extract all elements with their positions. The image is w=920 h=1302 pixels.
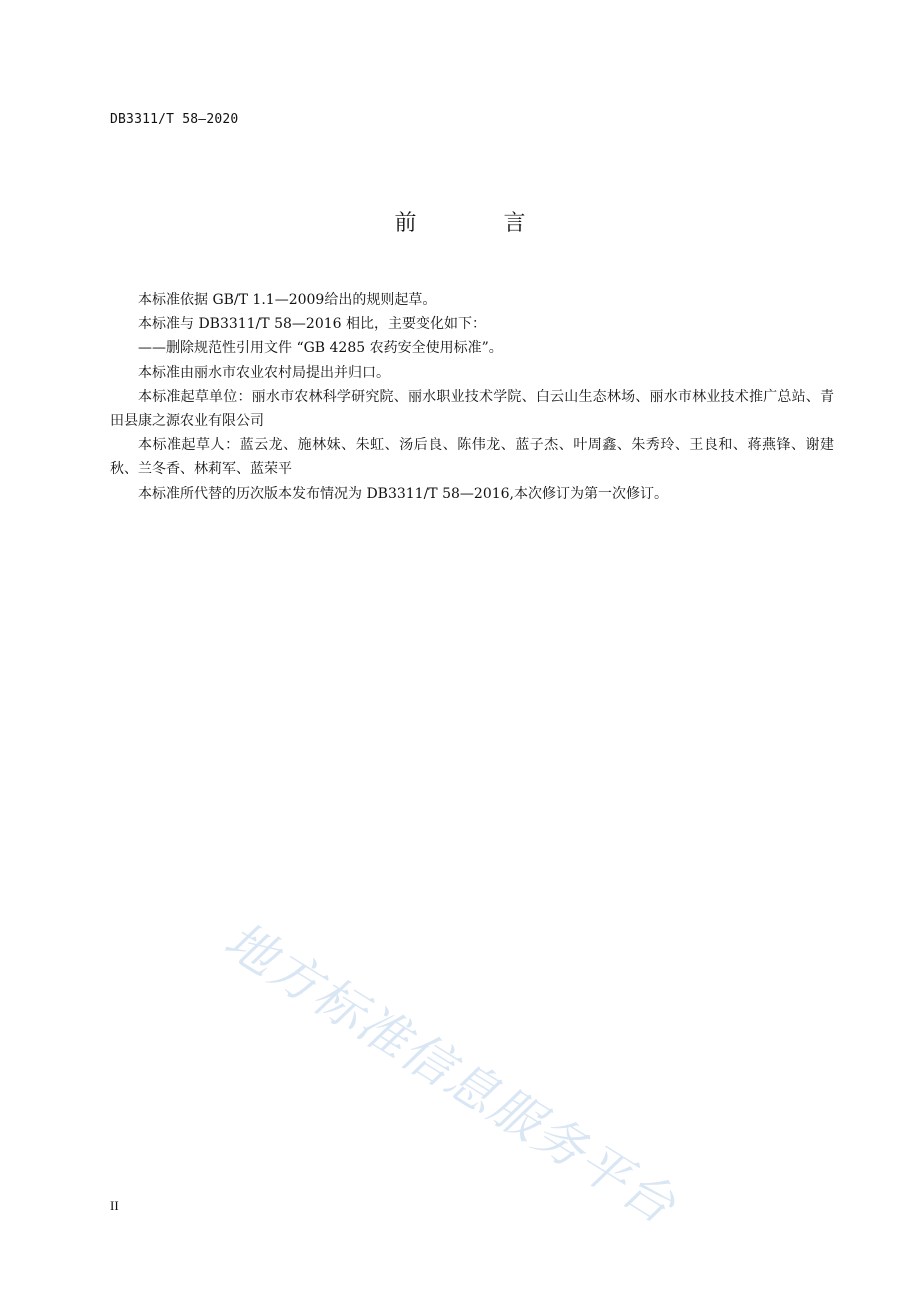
document-code-header: DB3311/T 58—2020 [110, 112, 239, 127]
watermark: 地方标准信息服务平台 [214, 910, 687, 1236]
page-title: 前 言 [394, 211, 566, 236]
paragraph-drafting-units: 本标准起草单位：丽水市农林科学研究院、丽水职业技术学院、白云山生态林场、丽水市林业技术推广总站、青田县康之源农业有限公司 [110, 388, 834, 430]
page-number: II [110, 1198, 119, 1213]
paragraph-changes-intro: 本标准与 DB3311/T 58—2016 相比，主要变化如下： [138, 316, 486, 333]
paragraph-drafters: 本标准起草人：蓝云龙、施林妹、朱虹、汤后良、陈伟龙、蓝子杰、叶周鑫、朱秀玲、王良和、蒋燕锋、谢建秋、兰冬香、林莉军、蓝荣平 [110, 437, 834, 478]
paragraph-proposer: 本标准由丽水市农业农村局提出并归口。 [138, 364, 390, 381]
paragraph-version-history: 本标准所代替的历次版本发布情况为 DB3311/T 58—2016,本次修订为第一次修订。 [138, 485, 668, 502]
paragraph-change-item: ——删除规范性引用文件 “GB 4285 农药安全使用标准”。 [138, 340, 503, 357]
preface-body [110, 288, 834, 506]
paragraph-drafting-rules: 本标准依据 GB/T 1.1—2009给出的规则起草。 [138, 292, 437, 308]
